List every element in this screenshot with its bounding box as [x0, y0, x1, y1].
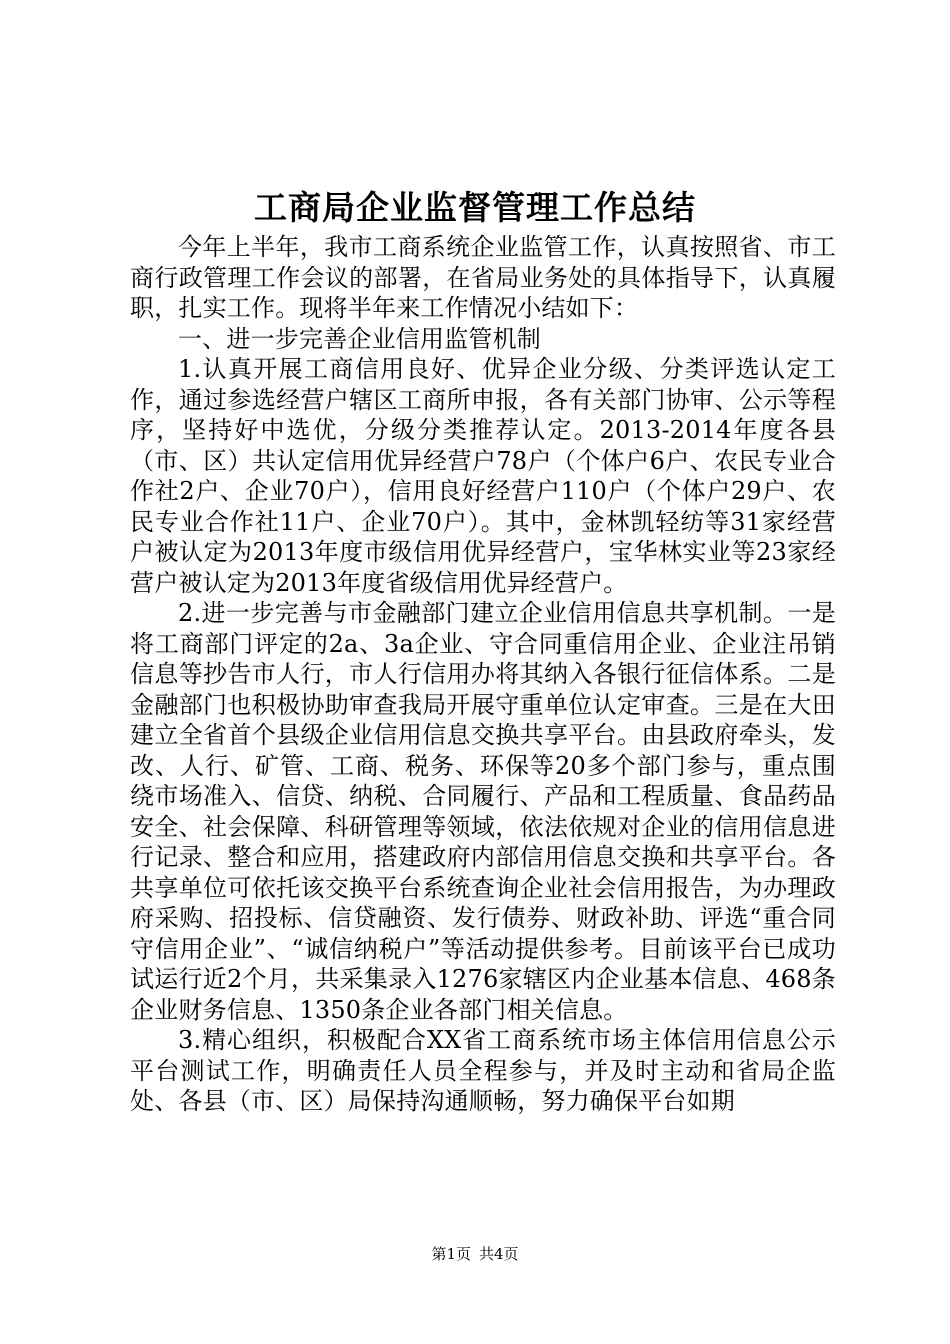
paragraph-item-1: 1.认真开展工商信用良好、优异企业分级、分类评选认定工作，通过参选经营户辖区工商所申报，各有关部门协审、公示等程序，坚持好中选优，分级分类推荐认定。2013-2014年度各县（市、区）共认定信用优异经营户78户（个体户6户、农民专业合作社2户、企业70户），信用良好经营户110户（个体户29户、农民专业合作社11户、企业70户）。其中，金林凯轻纺等31家经营户被认定为2013年度市级信用优异经营户，宝华林实业等23家经营户被认定为2013年度省级信用优异经营户。 [130, 355, 836, 597]
page-total: 共4页 [479, 1245, 519, 1263]
paragraph-item-3: 3.精心组织，积极配合XX省工商系统市场主体信用信息公示平台测试工作，明确责任人员全程参与，并及时主动和省局企监处、各县（市、区）局保持沟通顺畅，努力确保平台如期 [130, 1026, 836, 1115]
page-number: 第1页 [431, 1245, 471, 1263]
section-heading: 一、进一步完善企业信用监管机制 [178, 324, 541, 353]
paragraph-item-2: 2.进一步完善与市金融部门建立企业信用信息共享机制。一是将工商部门评定的2a、3a企业、守合同重信用企业、企业注吊销信息等抄告市人行，市人行信用办将其纳入各银行征信体系。二是金融部门也积极协助审查我局开展守重单位认定审查。三是在大田建立全省首个县级企业信用信息交换共享平台。由县政府牵头，发改、人行、矿管、工商、税务、环保等20多个部门参与，重点围绕市场准入、信贷、纳税、合同履行、产品和工程质量、食品药品安全、社会保障、科研管理等领域，依法依规对企业的信用信息进行记录、整合和应用，搭建政府内部信用信息交换和共享平台。各共享单位可依托该交换平台系统查询企业社会信用报告，为办理政府采购、招投标、信贷融资、发行债券、财政补助、评选“重合同守信用企业”、“诚信纳税户”等活动提供参考。目前该平台已成功试运行近2个月，共采集录入1276家辖区内企业基本信息、468条企业财务信息、1350条企业各部门相关信息。 [130, 599, 836, 1024]
document-title: 工商局企业监督管理工作总结 [254, 188, 696, 227]
page-footer [0, 1244, 950, 1264]
paragraph-intro: 今年上半年，我市工商系统企业监管工作，认真按照省、市工商行政管理工作会议的部署，在省局业务处的具体指导下，认真履职，扎实工作。现将半年来工作情况小结如下： [130, 233, 836, 322]
document-body [130, 232, 836, 1117]
